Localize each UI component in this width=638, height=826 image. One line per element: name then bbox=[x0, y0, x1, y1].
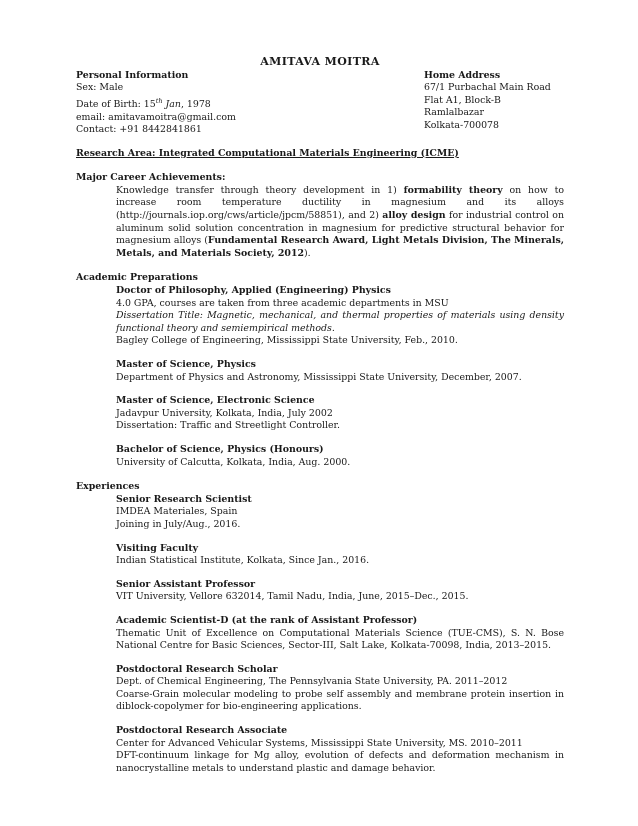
experience-line: Coarse-Grain molecular modeling to probe self assembly and membrane protein insertion in diblock-copolymer for bio-engineering applications. bbox=[116, 688, 564, 713]
experience-line: Dept. of Chemical Engineering, The Pennsylvania State University, PA. 2011–2012 bbox=[116, 676, 508, 688]
address-line-3: Ramlalbazar bbox=[424, 107, 484, 119]
experience-title: Senior Assistant Professor bbox=[116, 578, 256, 590]
ms-electronic-line-2: Dissertation: Traffic and Streetlight Controller. bbox=[116, 420, 340, 432]
sex-line: Sex: Male bbox=[76, 82, 124, 94]
experience-title: Postdoctoral Research Scholar bbox=[116, 663, 278, 675]
personal-heading: Personal Information bbox=[76, 69, 189, 81]
header-block bbox=[76, 70, 564, 137]
ms-physics-line-1: Department of Physics and Astronomy, Mississippi State University, December, 2007. bbox=[116, 371, 522, 383]
person-name: AMITAVA MOITRA bbox=[260, 55, 380, 68]
experience-line: Indian Statistical Institute, Kolkata, Since Jan., 2016. bbox=[116, 555, 370, 567]
achievements-heading: Major Career Achievements: bbox=[76, 172, 226, 184]
research-area: Research Area: Integrated Computational Materials Engineering (ICME) bbox=[76, 147, 459, 159]
address-line-2: Flat A1, Block-B bbox=[424, 94, 501, 106]
phd-line-3: Bagley College of Engineering, Mississippi State University, Feb., 2010. bbox=[116, 335, 458, 347]
experience-item bbox=[116, 543, 564, 568]
phd-dissertation: Dissertation Title: Magnetic, mechanical, and thermal properties of materials using density functional theory and semiempirical methods. bbox=[116, 310, 564, 334]
ms-electronic-entry bbox=[116, 395, 564, 433]
phd-entry bbox=[116, 285, 564, 348]
address-line-4: Kolkata-700078 bbox=[424, 119, 499, 131]
resume-page bbox=[76, 56, 564, 775]
phd-line-1: 4.0 GPA, courses are taken from three academic departments in MSU bbox=[116, 297, 449, 309]
experience-item bbox=[116, 725, 564, 775]
experience-line: IMDEA Materiales, Spain bbox=[116, 506, 238, 518]
experience-line: DFT-continuum linkage for Mg alloy, evolution of defects and deformation mechanism in nanocrystalline metals to understand plastic and damage behavior. bbox=[116, 750, 564, 774]
ms-physics-title: Master of Science, Physics bbox=[116, 359, 256, 370]
experience-line: VIT University, Vellore 632014, Tamil Nadu, India, June, 2015–Dec., 2015. bbox=[116, 591, 469, 603]
experience-item bbox=[116, 494, 564, 532]
bsc-line-1: University of Calcutta, Kolkata, India, Aug. 2000. bbox=[116, 456, 351, 468]
experience-line: Thematic Unit of Excellence on Computational Materials Science (TUE-CMS), S. N. Bose National Centre for Basic Sciences, Sector-III, Salt Lake, Kolkata-70098, India, 2013–2015. bbox=[116, 627, 564, 652]
bsc-title: Bachelor of Science, Physics (Honours) bbox=[116, 443, 324, 455]
experience-title: Visiting Faculty bbox=[116, 542, 199, 554]
phd-title: Doctor of Philosophy, Applied (Engineering) Physics bbox=[116, 285, 391, 297]
experiences-heading: Experiences bbox=[76, 481, 140, 493]
address-heading: Home Address bbox=[424, 69, 501, 81]
achievements-text: Knowledge transfer through theory development in 1) formability theory on how to increase room temperature ductility in magnesium and its alloys (http://journals.iop.org/cws/article/jpcm/58851), and 2) alloy design for industrial control on aluminum solid solution concentration in magnesium for predictive structural behavior for magnesium alloys (Fundamental Research Award, Light Metals Division, The Minerals, Metals, and Materials Society, 2012). bbox=[116, 184, 564, 259]
dob-line: Date of Birth: 15th Jan, 1978 bbox=[76, 96, 211, 110]
experience-title: Academic Scientist-D (at the rank of Assistant Professor) bbox=[116, 614, 418, 626]
ms-physics-entry bbox=[116, 359, 564, 384]
email-line: email: amitavamoitra@gmail.com bbox=[76, 111, 236, 123]
experience-item bbox=[116, 664, 564, 714]
experience-line: Joining in July/Aug., 2016. bbox=[116, 518, 241, 530]
experience-item bbox=[116, 615, 564, 653]
experience-title: Senior Research Scientist bbox=[116, 493, 252, 505]
bsc-entry bbox=[116, 444, 564, 469]
experience-title: Postdoctoral Research Associate bbox=[116, 725, 288, 737]
academic-heading: Academic Preparations bbox=[76, 272, 198, 284]
ms-electronic-line-1: Jadavpur University, Kolkata, India, July 2002 bbox=[116, 407, 333, 419]
experience-item bbox=[116, 579, 564, 604]
contact-line: Contact: +91 8442841861 bbox=[76, 124, 202, 136]
experience-line: Center for Advanced Vehicular Systems, Mississippi State University, MS. 2010–2011 bbox=[116, 737, 523, 749]
home-address bbox=[424, 70, 564, 137]
personal-information bbox=[76, 70, 376, 137]
address-line-1: 67/1 Purbachal Main Road bbox=[424, 82, 551, 94]
ms-electronic-title: Master of Science, Electronic Science bbox=[116, 395, 315, 407]
